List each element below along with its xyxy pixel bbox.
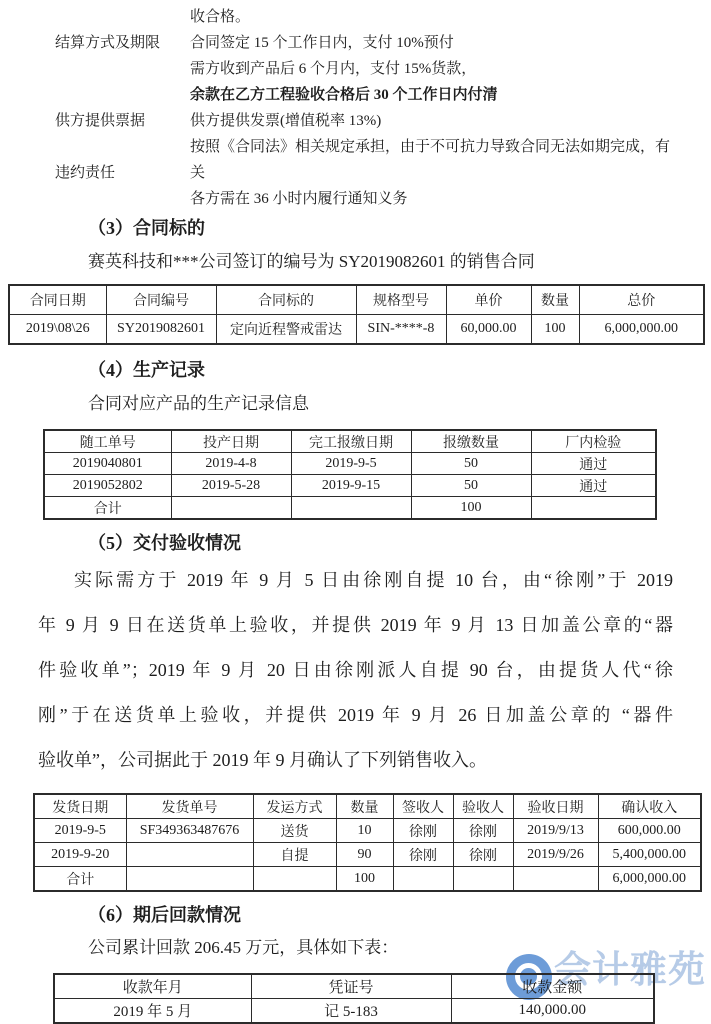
terms-row-carryover xyxy=(55,4,673,30)
column-header: 发货单号 xyxy=(126,794,253,819)
table-cell: SF349363487676 xyxy=(126,819,253,843)
table-cell: 50 xyxy=(411,453,531,475)
table-cell: 2019052802 xyxy=(44,475,171,497)
table-cell: 送货 xyxy=(253,819,336,843)
paragraph-line: 刚”于在送货单上验收，并提供 2019 年 9 月 26 日加盖公章的 “器件 xyxy=(38,705,673,725)
table-cell xyxy=(171,497,291,520)
column-header: 收款年月 xyxy=(54,974,251,999)
settlement-label: 结算方式及期限 xyxy=(55,35,161,51)
table-header-row xyxy=(54,974,654,999)
column-header: 数量 xyxy=(336,794,393,819)
column-header: 签收人 xyxy=(393,794,453,819)
table-cell: 100 xyxy=(336,867,393,892)
column-header: 发货日期 xyxy=(34,794,126,819)
invoice-value: 供方提供发票(增值税率 13%) xyxy=(190,113,382,129)
liability-label: 违约责任 xyxy=(55,165,116,181)
column-header: 随工单号 xyxy=(44,430,171,453)
table-cell: 100 xyxy=(411,497,531,520)
terms-row-liability xyxy=(55,134,673,212)
production-table xyxy=(43,429,657,520)
column-header: 合同日期 xyxy=(9,285,106,315)
table-header-row xyxy=(34,794,701,819)
table-cell: 徐刚 xyxy=(393,843,453,867)
production-intro-text: 合同对应产品的生产记录信息 xyxy=(88,394,309,413)
column-header: 报缴数量 xyxy=(411,430,531,453)
paragraph-line: 实际需方于 2019 年 9 月 5 日由徐刚自提 10 台，由“徐刚”于 2019 xyxy=(74,570,673,590)
table-cell: 2019 年 5 月 xyxy=(54,999,251,1024)
section-heading-delivery: （5）交付验收情况 xyxy=(88,533,241,553)
table-cell: 2019-9-5 xyxy=(34,819,126,843)
table-cell: 100 xyxy=(531,315,579,345)
table-cell: 2019-9-15 xyxy=(291,475,411,497)
table-cell: 2019-4-8 xyxy=(171,453,291,475)
column-header: 数量 xyxy=(531,285,579,315)
settlement-line: 需方收到产品后 6 个月内，支付 15%货款， xyxy=(190,61,477,77)
column-header: 确认收入 xyxy=(598,794,701,819)
table-row xyxy=(34,867,701,892)
table-header-row xyxy=(44,430,656,453)
table-cell: 自提 xyxy=(253,843,336,867)
table-cell xyxy=(453,867,513,892)
table-cell xyxy=(291,497,411,520)
table-cell xyxy=(393,867,453,892)
table-cell: 60,000.00 xyxy=(446,315,531,345)
table-cell: 6,000,000.00 xyxy=(598,867,701,892)
liability-line: 按照《合同法》相关规定承担，由于不可抗力导致合同无法如期完成，有关 xyxy=(190,139,671,181)
paragraph-line: 件验收单”；2019 年 9 月 20 日由徐刚派人自提 90 台，由提货人代“徐 xyxy=(38,660,673,680)
table-cell: 合计 xyxy=(44,497,171,520)
table-cell: SY2019082601 xyxy=(106,315,216,345)
watermark-text: 会计雅苑 xyxy=(554,949,706,990)
table-cell: 6,000,000.00 xyxy=(579,315,704,345)
paragraph-line: 年 9 月 9 日在送货单上验收，并提供 2019 年 9 月 13 日加盖公章的“器 xyxy=(38,615,673,635)
paragraph-line: 验收单”，公司据此于 2019 年 9 月确认了下列销售收入。 xyxy=(38,750,487,770)
table-cell: 2019040801 xyxy=(44,453,171,475)
terms-row-invoice xyxy=(55,108,673,134)
contract-terms-list xyxy=(0,0,711,212)
table-cell: 5,400,000.00 xyxy=(598,843,701,867)
table-cell: 90 xyxy=(336,843,393,867)
table-cell: 10 xyxy=(336,819,393,843)
column-header: 发运方式 xyxy=(253,794,336,819)
column-header: 投产日期 xyxy=(171,430,291,453)
table-cell: 记 5-183 xyxy=(251,999,451,1024)
column-header: 厂内检验 xyxy=(531,430,656,453)
table-cell: 2019-5-28 xyxy=(171,475,291,497)
table-cell: 合计 xyxy=(34,867,126,892)
table-cell: 2019/9/26 xyxy=(513,843,598,867)
table-row xyxy=(34,819,701,843)
column-header: 验收人 xyxy=(453,794,513,819)
section-heading-repayment: （6）期后回款情况 xyxy=(88,905,241,925)
column-header: 收款金额 xyxy=(451,974,654,999)
section-heading-production: （4）生产记录 xyxy=(88,360,205,380)
column-header: 验收日期 xyxy=(513,794,598,819)
table-cell: 140,000.00 xyxy=(451,999,654,1024)
table-row xyxy=(9,315,704,345)
terms-row-settlement xyxy=(55,30,673,108)
table-cell xyxy=(126,843,253,867)
settlement-line-bold: 余款在乙方工程验收合格后 30 个工作日内付清 xyxy=(190,87,498,103)
table-cell: 通过 xyxy=(531,475,656,497)
table-cell: SIN-****-8 xyxy=(356,315,446,345)
table-cell: 2019-9-5 xyxy=(291,453,411,475)
repayment-intro-text: 公司累计回款 206.45 万元，具体如下表： xyxy=(88,938,399,957)
settlement-line: 合同签定 15 个工作日内，支付 10%预付 xyxy=(190,35,454,51)
table-cell xyxy=(531,497,656,520)
section-heading-contract: （3）合同标的 xyxy=(88,218,205,238)
table-cell: 徐刚 xyxy=(453,819,513,843)
repayment-table xyxy=(53,973,655,1024)
table-cell xyxy=(513,867,598,892)
table-cell: 2019\08\26 xyxy=(9,315,106,345)
invoice-label: 供方提供票据 xyxy=(55,113,146,129)
column-header: 凭证号 xyxy=(251,974,451,999)
table-cell: 600,000.00 xyxy=(598,819,701,843)
contract-intro-text: 赛英科技和***公司签订的编号为 SY2019082601 的销售合同 xyxy=(88,252,535,271)
table-cell xyxy=(253,867,336,892)
column-header: 合同标的 xyxy=(216,285,356,315)
table-row xyxy=(44,475,656,497)
table-header-row xyxy=(9,285,704,315)
table-row xyxy=(44,453,656,475)
contract-table xyxy=(8,284,705,345)
delivery-paragraph xyxy=(38,558,673,783)
table-cell: 徐刚 xyxy=(393,819,453,843)
table-cell: 定向近程警戒雷达 xyxy=(216,315,356,345)
carryover-text: 收合格。 xyxy=(190,9,251,25)
table-cell: 2019/9/13 xyxy=(513,819,598,843)
liability-line: 各方需在 36 小时内履行通知义务 xyxy=(190,191,408,207)
column-header: 规格型号 xyxy=(356,285,446,315)
column-header: 总价 xyxy=(579,285,704,315)
terms-label-empty xyxy=(55,4,190,30)
table-cell xyxy=(126,867,253,892)
table-row xyxy=(34,843,701,867)
table-cell: 徐刚 xyxy=(453,843,513,867)
column-header: 合同编号 xyxy=(106,285,216,315)
table-cell: 2019-9-20 xyxy=(34,843,126,867)
table-cell: 通过 xyxy=(531,453,656,475)
column-header: 完工报缴日期 xyxy=(291,430,411,453)
delivery-table xyxy=(33,793,702,892)
table-cell: 50 xyxy=(411,475,531,497)
column-header: 单价 xyxy=(446,285,531,315)
table-row xyxy=(44,497,656,520)
table-row xyxy=(54,999,654,1024)
